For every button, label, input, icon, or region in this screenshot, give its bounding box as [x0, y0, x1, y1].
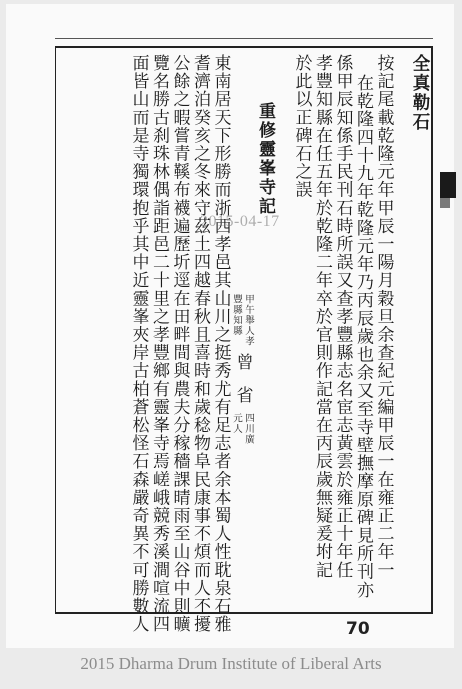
column-gap: [394, 54, 410, 604]
author-origin-line: 元人: [231, 412, 242, 434]
text-column: [190, 54, 211, 634]
text-column-content: 東南居天下形勝而浙西孝邑其山川之挺秀尤有足志者余本蜀人性耽泉石雅: [210, 54, 231, 634]
text-column-content: 耆濟泊癸亥之冬來守茲土四越春秋且喜時和歲稔物阜民康事不煩而人不擾: [190, 54, 210, 634]
author-office-line: 豐縣知縣: [231, 294, 242, 336]
text-column-content: 面皆山而是寺獨環抱乎其中近靈峯夾岸古柏蒼松怪石森嚴奇異不可勝數人: [128, 54, 149, 634]
text-column: [210, 54, 231, 634]
footer-credit: 2015 Dharma Drum Institute of Liberal Arts: [80, 654, 382, 673]
frame-top-rule: [55, 38, 433, 39]
section-title: [410, 54, 431, 604]
text-column: [291, 54, 312, 604]
text-column-content: 係甲辰知係手民刊石時所誤又查孝豐縣志名宦志黃雲於雍正十年任: [332, 54, 353, 579]
author-name-part: 曾: [232, 352, 253, 374]
column-gap: [275, 54, 291, 604]
page-tab-stub: [440, 198, 450, 208]
text-column-content: 按記尾載乾隆元年甲辰一陽月穀旦余查紀元編甲辰一在雍正二年一: [373, 54, 394, 579]
text-column: [353, 54, 374, 604]
author-line: [231, 54, 255, 604]
author-block: [231, 294, 255, 444]
essay-heading: [255, 54, 276, 604]
page-number: 70: [346, 619, 370, 639]
text-column: [149, 54, 170, 634]
essay-heading-text: 重修靈峯寺記: [255, 102, 275, 216]
author-name-part: 省: [232, 385, 253, 407]
text-column: [169, 54, 190, 634]
watermark-date: 2015-04-17: [200, 213, 280, 230]
text-column-content: 於此以正碑石之誤: [291, 54, 312, 199]
text-column: [332, 54, 353, 604]
author-office: [231, 294, 254, 347]
section-title-text: 全真勒石: [410, 54, 430, 132]
text-column-content: 公餘之暇嘗青鞵布襪遍歷圻逕在田畔間與農夫分稼穡課晴雨至山谷中則曠: [169, 54, 190, 634]
author-origin: [231, 413, 254, 445]
text-column-content: 孝豐知縣在任五年於乾隆二年卒於官則作記當在丙辰歲無疑爰坿記: [312, 54, 332, 579]
text-column: [312, 54, 333, 604]
text-column-content: 在乾隆四十九年乾隆元年乃丙辰歲也余又至寺壁撫摩原碑見所刊亦: [353, 74, 373, 599]
page-tab-marker: [440, 172, 456, 198]
author-origin-line: 四川廣: [243, 412, 254, 444]
text-column: [373, 54, 394, 604]
text-column: [128, 54, 149, 634]
author-office-line: 甲午舉人孝: [243, 294, 254, 347]
text-column-content: 覽名勝古刹珠林偶詣距邑二十里之孝豐鄉有靈峯寺焉嵯峨競秀溪澗喧流四: [149, 54, 169, 634]
